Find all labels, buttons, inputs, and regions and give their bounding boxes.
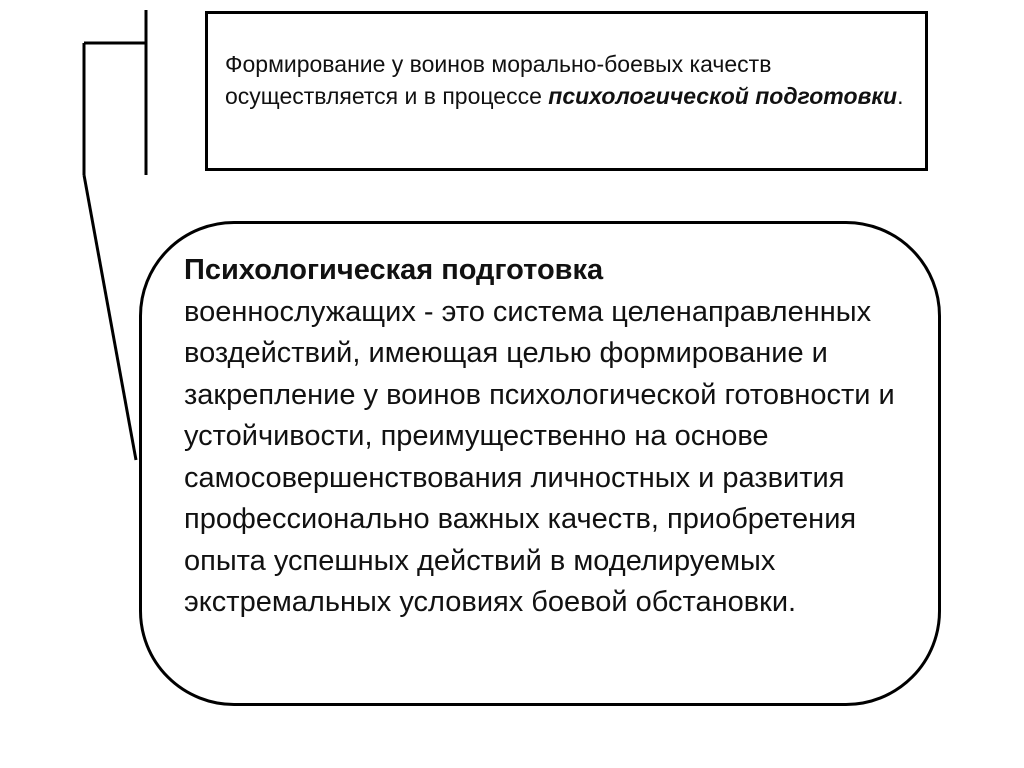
definition-text	[184, 250, 904, 624]
bracket-diagonal	[84, 175, 136, 460]
definition-body: военнослужащих - это система целенаправленных воздействий, имеющая целью формирование и закрепление у воинов психологической готовности и устойчивости, преимущественно на основе самосовершенствования личностных и развития профессионально важных качеств, приобретения опыта успешных действий в моделируемых экстремальных условиях боевой обстановки.	[184, 295, 895, 618]
intro-text	[225, 48, 915, 112]
definition-term: Психологическая подготовка	[184, 254, 604, 286]
intro-text-plain: Формирование у воинов морально-боевых качеств осуществляется и в процессе	[225, 51, 772, 109]
intro-emphasis: психологической подготовки	[548, 83, 898, 109]
definition-box	[139, 221, 941, 706]
intro-box	[205, 11, 928, 171]
intro-text-end: .	[897, 83, 904, 109]
